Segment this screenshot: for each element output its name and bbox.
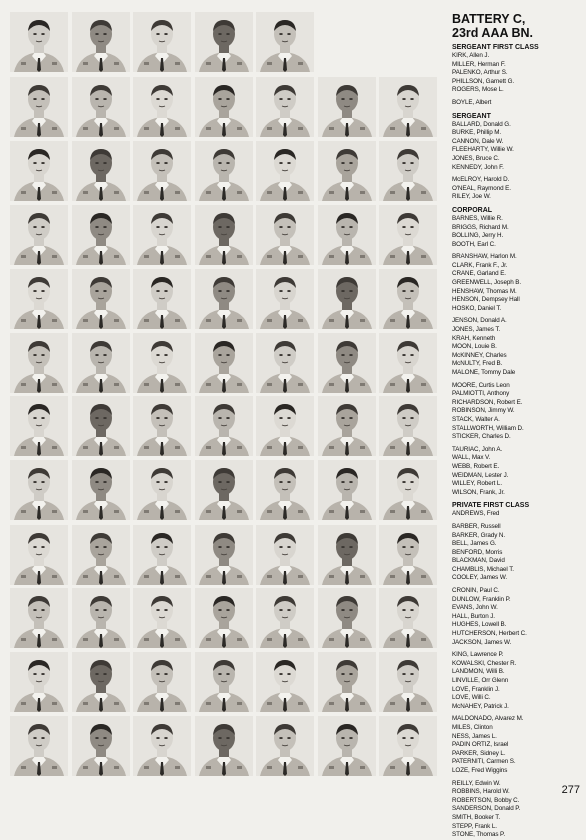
roster-block [452,523,584,583]
roster-name: COOLEY, James W. [452,574,507,582]
soldier-portrait [256,77,314,137]
soldier-portrait [195,588,253,648]
soldier-portrait [379,652,437,712]
soldier-portrait [256,396,314,456]
rank-header: CORPORAL [452,206,493,214]
roster-name: MALDONADO, Alvarez M. [452,715,524,723]
soldier-portrait [72,716,130,776]
roster-name: HALL, Burton J. [452,612,495,620]
soldier-portrait [133,141,191,201]
roster-name: BRIGGS, Richard M. [452,223,509,231]
roster-name: BARKER, Grady N. [452,531,505,539]
roster-name: TAURIAC, John A. [452,445,503,453]
roster-block [452,715,584,775]
soldier-portrait [133,269,191,329]
roster-name: BARNES, Willie R. [452,214,503,222]
soldier-portrait [256,652,314,712]
soldier-portrait [10,141,68,201]
roster-block [452,501,584,519]
rank-header: PRIVATE FIRST CLASS [452,502,530,510]
roster-name: McELROY, Harold D. [452,176,510,184]
soldier-portrait [256,333,314,393]
roster-name: CHAMBLIS, Michael T. [452,565,514,573]
roster-block [452,253,584,313]
roster-name: BARBER, Russell [452,522,501,530]
roster-name: BALLARD, Donald G. [452,120,511,128]
roster-title-line-2: 23rd AAA BN. [452,26,534,40]
roster-name: WILLEY, Robert L. [452,480,502,488]
roster-name: MOORE, Curtis Leon [452,381,510,389]
soldier-portrait [318,716,376,776]
roster-name: MILES, Clinton [452,723,493,731]
roster-name: REILLY, Edwin W. [452,779,501,787]
soldier-portrait [10,333,68,393]
soldier-portrait [195,333,253,393]
soldier-portrait [195,652,253,712]
roster-name: PALENKO, Arthur S. [452,69,508,77]
roster-name: KRAH, Kenneth [452,334,496,342]
roster-name: GREENWELL, Joseph B. [452,279,522,287]
soldier-portrait [256,460,314,520]
roster-name: PATERNITI, Carmen S. [452,758,516,766]
roster-block [452,587,584,647]
soldier-portrait [72,396,130,456]
soldier-portrait [10,12,68,72]
roster-name: CRANE, Garland E. [452,270,506,278]
roster-name: O'NEAL, Raymond E. [452,184,511,192]
roster-name: NESS, James L. [452,732,497,740]
soldier-portrait [72,205,130,265]
soldier-portrait [318,141,376,201]
soldier-portrait [379,205,437,265]
roster-block [452,446,584,498]
soldier-portrait [379,141,437,201]
soldier-portrait [133,525,191,585]
soldier-portrait [195,269,253,329]
roster-name: LOVE, Franklin J. [452,685,500,693]
roster-name: SMITH, Booker T. [452,813,500,821]
roster-name-blocks [452,43,584,840]
roster-block [452,112,584,173]
soldier-portrait [256,205,314,265]
roster-name: CRONIN, Paul C. [452,587,500,595]
roster-name: EVANS, John W. [452,604,498,612]
soldier-portrait [72,525,130,585]
soldier-portrait [72,652,130,712]
soldier-portrait [195,205,253,265]
roster-name: BLACKMAN, David [452,557,505,565]
soldier-portrait [133,652,191,712]
soldier-portrait [379,77,437,137]
soldier-portrait [72,269,130,329]
roster-name: McKINNEY, Charles [452,351,507,359]
soldier-portrait [10,588,68,648]
roster-name: KING, Lawrence P. [452,651,504,659]
soldier-portrait [133,588,191,648]
soldier-portrait [195,12,253,72]
soldier-portrait [72,12,130,72]
soldier-portrait [10,652,68,712]
rank-header: SERGEANT FIRST CLASS [452,44,539,51]
soldier-portrait [10,525,68,585]
roster-name: HOSKO, Daniel T. [452,304,502,312]
roster-name: PALMIOTTI, Anthony [452,390,510,398]
roster-name: HENSHAW, Thomas M. [452,287,517,295]
roster-name: McNULTY, Fred B. [452,360,503,368]
roster-name: WEBB, Robert E. [452,462,500,470]
soldier-portrait [133,77,191,137]
soldier-portrait [10,77,68,137]
soldier-portrait [256,12,314,72]
roster-name: LANDMON, Willi B. [452,668,505,676]
roster-name: MOON, Louie B. [452,343,497,351]
roster-block [452,651,584,711]
roster-block [452,43,584,95]
roster-name: ROBERTSON, Bobby C. [452,796,520,804]
roster-block [452,382,584,442]
roster-name: JONES, James T. [452,326,501,334]
roster-block [452,317,584,377]
soldier-portrait [318,396,376,456]
soldier-portrait [133,716,191,776]
roster-name: RICHARDSON, Robert E. [452,398,523,406]
roster-block [452,176,584,202]
roster-name: LOZE, Fred Wiggins [452,766,508,774]
soldier-portrait [195,396,253,456]
soldier-portrait [318,460,376,520]
soldier-portrait [379,716,437,776]
roster-name: FLEEHARTY, Willie W. [452,146,514,154]
soldier-portrait [379,588,437,648]
soldier-portrait [379,333,437,393]
soldier-portrait [72,77,130,137]
roster-name: PADIN ORTIZ, Israel [452,741,509,749]
soldier-portrait [256,269,314,329]
roster-column [452,12,584,840]
roster-name: MILLER, Herman F. [452,60,506,68]
soldier-portrait [318,525,376,585]
roster-name: JACKSON, James W. [452,638,512,646]
roster-name: CANNON, Dale W. [452,137,504,145]
soldier-portrait [318,77,376,137]
soldier-portrait [256,525,314,585]
roster-name: JONES, Bruce C. [452,154,500,162]
roster-name: ANDREWS, Fred [452,510,500,518]
roster-name: BENFORD, Morris [452,548,503,556]
rank-header: SERGEANT [452,112,491,120]
soldier-portrait [318,588,376,648]
soldier-portrait [379,269,437,329]
soldier-portrait [10,716,68,776]
roster-name: KIRK, Allen J. [452,52,490,59]
roster-block [452,206,584,249]
roster-name: BURKE, Phillip M. [452,129,502,137]
soldier-portrait [133,333,191,393]
roster-name: WEIDMAN, Lester J. [452,471,509,479]
roster-name: BOYLE, Albert [452,98,492,106]
soldier-portrait [318,652,376,712]
soldier-portrait [72,460,130,520]
roster-name: STEPP, Frank L. [452,822,497,830]
roster-name: PHILLSON, Garnett G. [452,77,515,85]
roster-name: BOLLING, Jerry H. [452,232,504,240]
soldier-portrait [379,396,437,456]
soldier-portrait [195,525,253,585]
soldier-portrait [256,716,314,776]
soldier-portrait [10,269,68,329]
roster-name: ROBBINS, Harold W. [452,788,510,796]
soldier-portrait [256,141,314,201]
roster-name: KOWALSKI, Chester R. [452,659,517,667]
roster-name: STALLWORTH, William D. [452,424,524,432]
roster-name: ROGERS, Mose L. [452,86,504,94]
soldier-portrait [10,396,68,456]
soldier-portrait [195,460,253,520]
roster-name: HUGHES, Lowell B. [452,621,507,629]
roster-block [452,99,584,108]
soldier-portrait [133,396,191,456]
soldier-portrait [195,716,253,776]
soldier-portrait [379,460,437,520]
soldier-portrait [10,205,68,265]
roster-name: McNAHEY, Patrick J. [452,702,509,710]
roster-title-line-1: BATTERY C, [452,12,526,26]
roster-name: JENSON, Donald A. [452,317,507,325]
roster-name: MALONE, Tommy Dale [452,369,516,376]
roster-name: HUTCHERSON, Herbert C. [452,630,527,638]
roster-name: STONE, Thomas P. [452,831,505,839]
roster-name: LOVE, Willi C. [452,694,491,702]
roster-name: DUNLOW, Franklin P. [452,595,511,603]
roster-name: PARKER, Sidney L. [452,749,506,757]
soldier-portrait [133,12,191,72]
soldier-portrait [256,588,314,648]
soldier-portrait [318,269,376,329]
soldier-portrait [72,333,130,393]
roster-name: CLARK, Frank F., Jr. [452,261,508,269]
soldier-portrait [318,333,376,393]
roster-name: LINVILLE, Orr Glenn [452,677,509,684]
soldier-portrait [379,525,437,585]
roster-name: ROBINSON, Jimmy W. [452,407,515,415]
soldier-portrait [195,77,253,137]
roster-name: STACK, Walter A. [452,415,500,423]
page-number: 277 [561,784,580,796]
roster-name: RILEY, Joe W. [452,193,491,201]
roster-name: STICKER, Charles D. [452,433,511,441]
roster-name: WALL, Max V. [452,454,491,462]
roster-name: HENSON, Dempsey Hall [452,296,520,304]
soldier-portrait [195,141,253,201]
roster-name: KENNEDY, John F. [452,163,504,171]
roster-name: SANDERSON, Donald P. [452,805,521,813]
soldier-portrait [133,460,191,520]
soldier-portrait [72,588,130,648]
roster-name: BOOTH, Earl C. [452,240,496,248]
roster-name: WILSON, Frank, Jr. [452,488,505,496]
soldier-portrait [72,141,130,201]
soldier-portrait [10,460,68,520]
soldier-portrait [133,205,191,265]
soldier-portrait [318,205,376,265]
roster-name: BRANSHAW, Harlon M. [452,253,517,261]
roster-name: BELL, James G. [452,540,497,548]
